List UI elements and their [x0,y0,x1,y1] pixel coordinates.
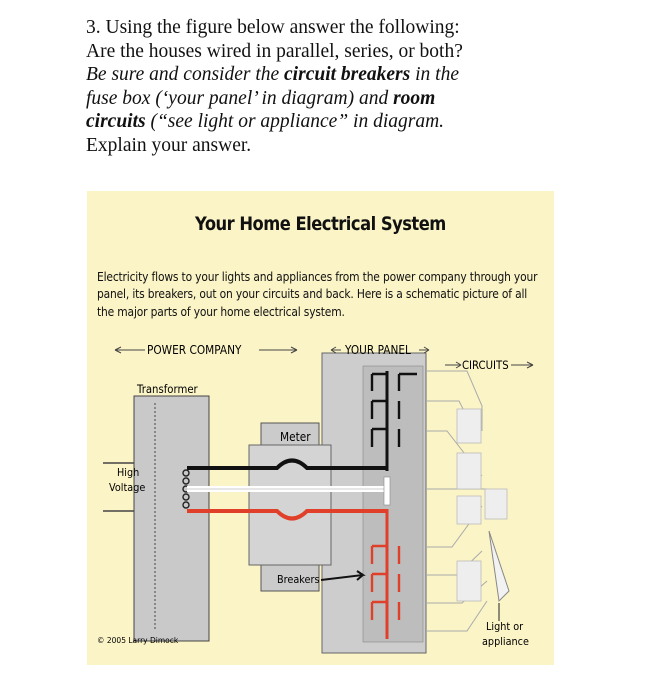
light-label: Light or [486,620,524,634]
appliance-icon [489,531,509,601]
question-line: 3. Using the figure below answer the following: [86,17,460,38]
transformer-label: Transformer [137,382,198,397]
wiring-schematic [87,191,554,665]
meter-housing [249,445,331,565]
figure-description: Electricity flows to your lights and appliances from the power company through your panel, its breakers, out on your circuits and back. Here is a schematic picture of all the major parts of your home electrical system. [97,269,538,319]
copyright-label: © 2005 Larry Dimock [97,636,179,645]
question-line: circuits (“see light or appliance” in diagram. [86,111,445,133]
breakers-label: Breakers [277,573,320,587]
appliance-label: appliance [482,635,529,649]
question-line: Be sure and consider the circuit breakers in the [86,64,459,86]
power-company-label: POWER COMPANY [147,343,242,358]
question-line: Explain your answer. [86,134,252,156]
your-panel-label: YOUR PANEL [345,343,411,358]
neutral-bar [384,477,390,505]
meter-label: Meter [280,430,311,445]
transformer-box [134,396,209,641]
circuits-label: CIRCUITS [462,358,509,373]
electrical-system-figure [87,191,554,665]
high-label: High [117,466,140,480]
voltage-label: Voltage [109,481,146,495]
figure-title: Your Home Electrical System [195,213,446,235]
question-text [86,16,586,158]
question-line: fuse box (‘your panel’ in diagram) and room [86,87,436,109]
question-line: Are the houses wired in parallel, series, or both? [86,40,463,62]
